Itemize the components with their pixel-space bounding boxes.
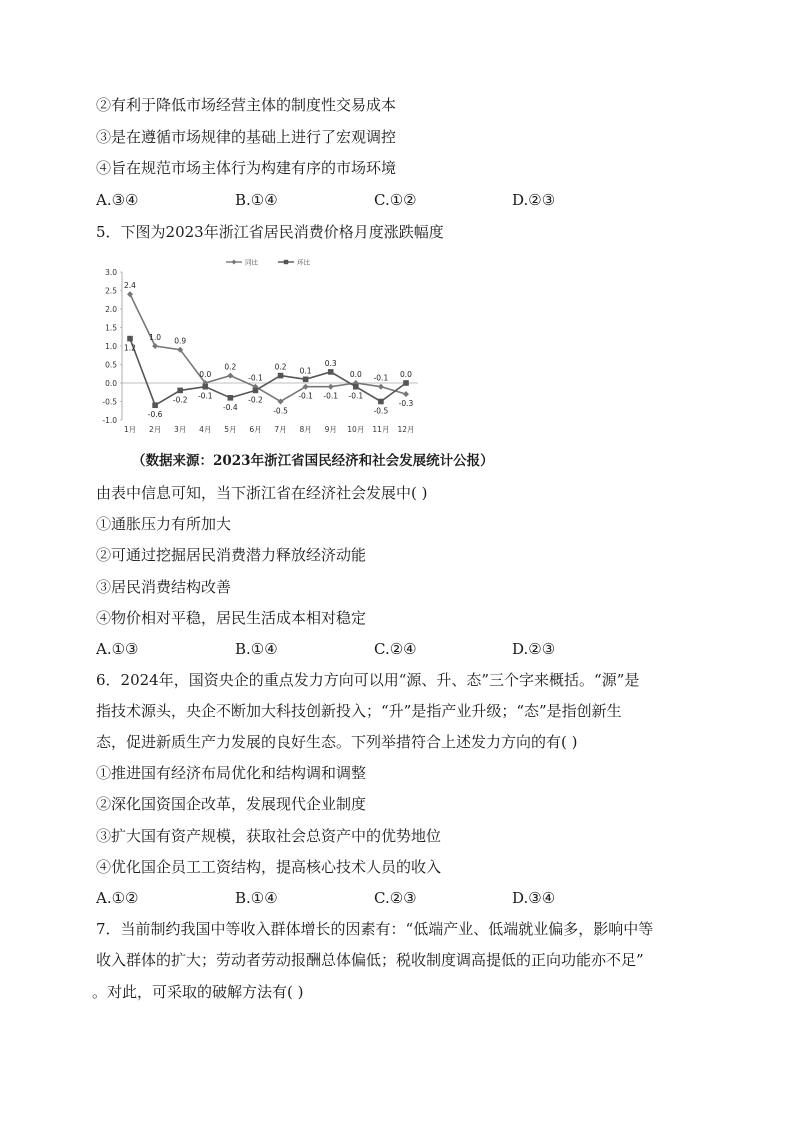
y-tick-label: -0.5 xyxy=(102,397,117,407)
data-label: -0.1 xyxy=(348,391,364,401)
data-label: -0.5 xyxy=(373,406,389,416)
data-point xyxy=(177,388,183,394)
data-label: 0.1 xyxy=(299,366,312,376)
q4-option-d[interactable]: D.②③ xyxy=(512,191,556,209)
q6-stem-line-1: 6．2024年，国资央企的重点发力方向可以用“源、升、态”三个字来概括。“源”是 xyxy=(96,671,640,689)
q5-prompt: 由表中信息可知，当下浙江省在经济社会发展中( ) xyxy=(96,484,428,502)
q5-stem: 5．下图为2023年浙江省居民消费价格月度涨跌幅度 xyxy=(96,223,444,241)
q5-item-4: ④物价相对平稳，居民生活成本相对稳定 xyxy=(96,609,367,627)
x-tick-label: 5月 xyxy=(224,425,237,434)
data-label: -0.1 xyxy=(298,391,313,401)
q7-stem-line-1: 7．当前制约我国中等收入群体增长的因素有：“低端产业、低端就业偏多，影响中等 xyxy=(96,920,654,938)
data-point xyxy=(328,369,334,375)
data-point xyxy=(278,373,284,379)
y-tick-label: 2.5 xyxy=(105,286,117,296)
chart-source: （数据来源：2023年浙江省国民经济和社会发展统计公报） xyxy=(132,453,494,469)
data-point xyxy=(253,388,259,394)
data-label: 0.0 xyxy=(199,370,212,379)
data-label: 0.9 xyxy=(174,336,187,346)
x-tick-label: 4月 xyxy=(199,425,212,434)
data-point xyxy=(152,402,158,408)
chart-series xyxy=(124,281,414,419)
x-tick-label: 9月 xyxy=(324,425,337,434)
q6-option-b[interactable]: B.①④ xyxy=(235,889,278,907)
data-point xyxy=(127,291,133,297)
y-tick-label: -1.0 xyxy=(102,416,117,425)
y-tick-label: 0.5 xyxy=(105,360,117,370)
q4-option-b[interactable]: B.①④ xyxy=(235,191,278,209)
q6-item-3: ③扩大国有资产规模，获取社会总资产中的优势地位 xyxy=(96,827,442,845)
q5-option-a[interactable]: A.①③ xyxy=(96,640,139,658)
y-tick-label: 1.0 xyxy=(105,342,117,351)
data-point xyxy=(403,380,409,386)
x-tick-label: 7月 xyxy=(274,425,287,434)
q5-item-3: ③居民消费结构改善 xyxy=(96,578,232,596)
data-point xyxy=(227,373,233,379)
x-tick-label: 10月 xyxy=(347,425,365,434)
q7-stem-line-3: 。对此，可采取的破解方法有( ) xyxy=(92,983,304,1001)
q5-option-c[interactable]: C.②④ xyxy=(374,640,417,658)
x-tick-label: 3月 xyxy=(174,425,187,434)
q4-item-2: ②有利于降低市场经营主体的制度性交易成本 xyxy=(96,96,397,114)
data-point xyxy=(328,384,334,390)
data-label: 1.0 xyxy=(149,333,162,342)
data-point xyxy=(127,336,133,342)
y-axis xyxy=(102,268,122,425)
data-point xyxy=(378,399,384,405)
q6-option-d[interactable]: D.③④ xyxy=(512,889,556,907)
q4-item-3: ③是在遵循市场规律的基础上进行了宏观调控 xyxy=(96,128,397,146)
q5-option-d[interactable]: D.②③ xyxy=(512,640,556,658)
q6-item-2: ②深化国资国企改革，发展现代企业制度 xyxy=(96,795,367,813)
q5-item-2: ②可通过挖掘居民消费潜力释放经济动能 xyxy=(96,546,367,564)
q6-option-a[interactable]: A.①② xyxy=(96,889,139,907)
q4-option-a[interactable]: A.③④ xyxy=(96,191,139,209)
x-tick-label: 1月 xyxy=(123,425,137,434)
x-tick-label: 12月 xyxy=(397,425,415,434)
y-tick-label: 0.0 xyxy=(105,379,117,388)
data-label: -0.6 xyxy=(147,410,163,420)
q4-option-c[interactable]: C.①② xyxy=(374,191,417,209)
price-change-chart xyxy=(88,252,428,442)
legend-label: 同比 xyxy=(245,258,258,267)
data-point xyxy=(303,377,309,383)
q6-stem-line-2: 指技术源头，央企不断加大科技创新投入；“升”是指产业升级；“态”是指创新生 xyxy=(96,702,622,720)
data-point xyxy=(353,384,359,390)
legend-marker xyxy=(284,260,288,264)
legend-label: 环比 xyxy=(297,258,310,267)
data-label: -0.4 xyxy=(223,402,238,412)
data-label: 0.3 xyxy=(324,358,337,368)
data-label: 0.0 xyxy=(349,370,362,379)
data-point xyxy=(152,343,158,349)
data-label: -0.2 xyxy=(248,395,263,405)
y-tick-label: 1.5 xyxy=(105,323,117,333)
data-label: -0.1 xyxy=(323,391,339,401)
data-label: -0.1 xyxy=(373,373,389,383)
data-label: 2.4 xyxy=(124,281,136,291)
data-label: -0.1 xyxy=(197,391,213,401)
q7-stem-line-2: 收入群体的扩大；劳动者劳动报酬总体偏低；税收制度调高提低的正向功能亦不足” xyxy=(96,951,644,969)
chart-legend xyxy=(226,258,311,267)
x-tick-label: 11月 xyxy=(372,425,390,434)
data-label: 0.2 xyxy=(274,362,287,372)
q4-item-4: ④旨在规范市场主体行为构建有序的市场环境 xyxy=(96,159,397,177)
legend-marker xyxy=(232,260,237,265)
q5-item-1: ①通胀压力有所加大 xyxy=(96,515,232,533)
q6-stem-line-3: 态，促进新质生产力发展的良好生态。下列举措符合上述发力方向的有( ) xyxy=(96,733,578,751)
x-tick-label: 2月 xyxy=(148,425,162,434)
data-label: 1.2 xyxy=(124,343,136,353)
data-label: -0.5 xyxy=(273,406,288,416)
y-tick-label: 3.0 xyxy=(105,268,117,277)
data-label: -0.2 xyxy=(172,395,188,405)
data-label: 0.2 xyxy=(224,362,237,372)
series-line xyxy=(130,294,406,401)
data-label: -0.3 xyxy=(398,399,414,409)
data-point xyxy=(202,384,208,390)
data-point xyxy=(378,384,384,390)
y-tick-label: 2.0 xyxy=(105,305,117,314)
x-tick-label: 6月 xyxy=(249,425,262,434)
x-tick-label: 8月 xyxy=(299,425,312,434)
q6-option-c[interactable]: C.②③ xyxy=(374,889,417,907)
data-label: -0.1 xyxy=(248,373,263,383)
q6-item-1: ①推进国有经济布局优化和结构调和调整 xyxy=(96,764,367,782)
data-point xyxy=(403,391,409,397)
q6-item-4: ④优化国企员工工资结构，提高核心技术人员的收入 xyxy=(96,858,442,876)
data-label: 0.0 xyxy=(400,370,412,379)
q5-option-b[interactable]: B.①④ xyxy=(235,640,278,658)
data-point xyxy=(228,395,234,401)
